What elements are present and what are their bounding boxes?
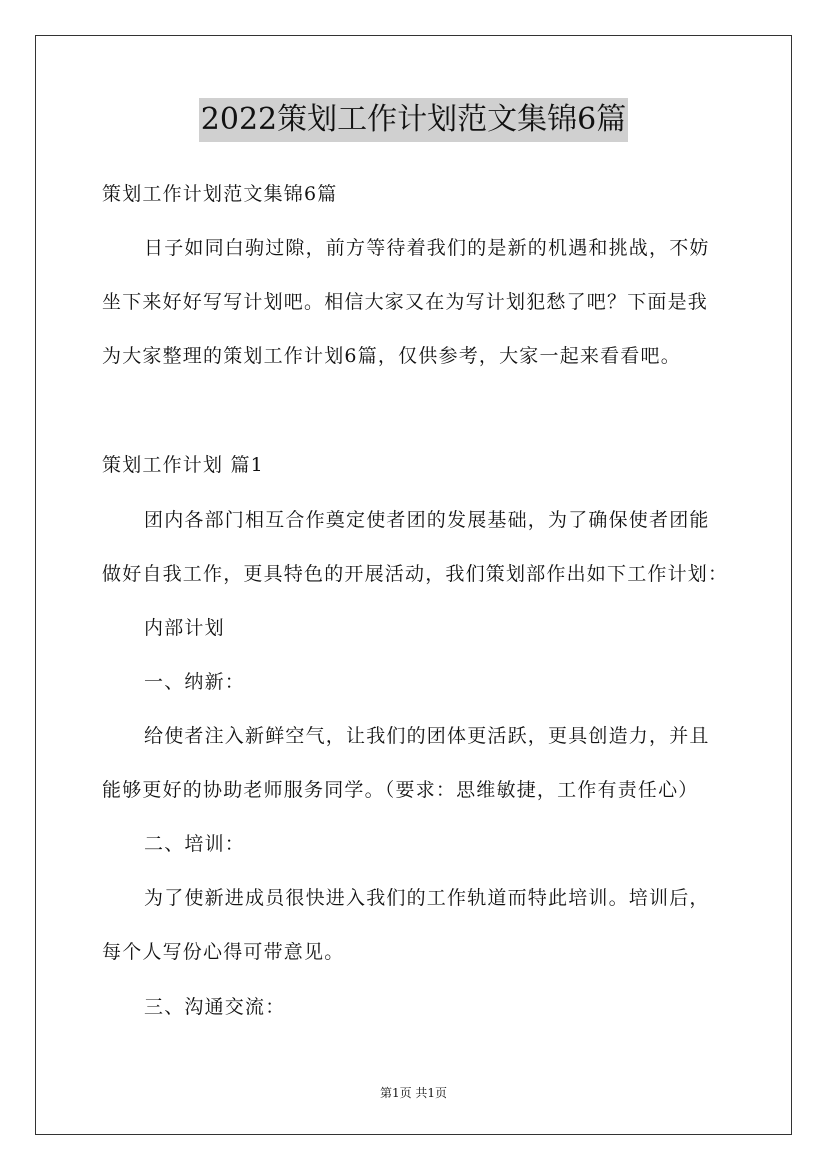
item-2-heading: 二、培训：: [144, 833, 246, 855]
document-title: 2022策划工作计划范文集锦6篇: [199, 98, 628, 142]
document-subtitle: 策划工作计划范文集锦6篇: [102, 183, 338, 205]
item-2-body-line-1: 为了使新进成员很快进入我们的工作轨道而特此培训。培训后，: [144, 887, 710, 909]
section-body-line-2: 做好自我工作，更具特色的开展活动，我们策划部作出如下工作计划：: [102, 563, 729, 585]
section-heading: 策划工作计划 篇1: [102, 454, 264, 476]
title-container: [0, 98, 827, 142]
item-1-heading: 一、纳新：: [144, 671, 246, 693]
item-1-body-line-1: 给使者注入新鲜空气，让我们的团体更活跃，更具创造力，并且: [144, 725, 710, 747]
item-3-heading: 三、沟通交流：: [144, 996, 286, 1018]
item-2-body-line-2: 每个人写份心得可带意见。: [102, 941, 345, 963]
intro-line-1: 日子如同白驹过隙，前方等待着我们的是新的机遇和挑战，不妨: [144, 237, 710, 259]
page-footer: 第1页 共1页: [379, 1086, 448, 1100]
intro-line-3: 为大家整理的策划工作计划6篇，仅供参考，大家一起来看看吧。: [102, 345, 681, 367]
item-1-body-line-2: 能够更好的协助老师服务同学。（要求：思维敏捷，工作有责任心）: [102, 779, 699, 801]
internal-plan-heading: 内部计划: [144, 617, 225, 639]
intro-line-2: 坐下来好好写写计划吧。相信大家又在为写计划犯愁了吧？下面是我: [102, 291, 709, 313]
section-body-line-1: 团内各部门相互合作奠定使者团的发展基础，为了确保使者团能: [144, 509, 710, 531]
